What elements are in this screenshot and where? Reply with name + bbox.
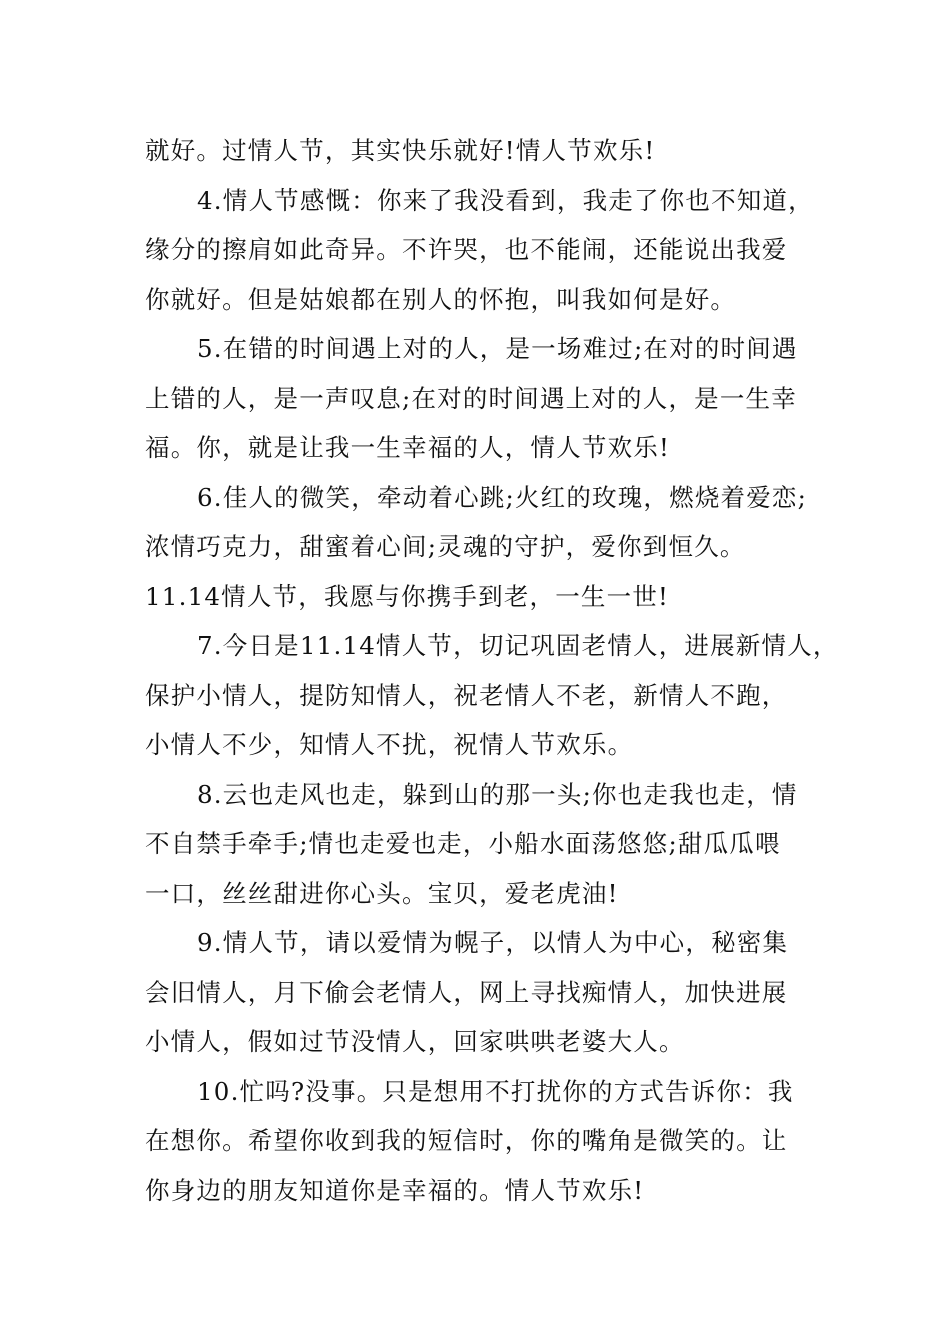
text-line: 小情人不少，知情人不扰，祝情人节欢乐。 [145, 730, 634, 759]
text-line: 11.14情人节，我愿与你携手到老，一生一世! [145, 581, 670, 611]
text-line: 你就好。但是姑娘都在别人的怀抱，叫我如何是好。 [145, 284, 737, 314]
text-line: 7.今日是11.14情人节，切记巩固老情人，进展新情人， [197, 631, 839, 660]
text-line: 你身边的朋友知道你是幸福的。情人节欢乐! [145, 1175, 645, 1205]
text-line: 5.在错的时间遇上对的人，是一场难过;在对的时间遇 [197, 334, 798, 363]
text-line: 9.情人节，请以爱情为幌子，以情人为中心，秘密集 [197, 928, 789, 957]
text-line: 浓情巧克力，甜蜜着心间;灵魂的守护，爱你到恒久。 [145, 532, 746, 561]
text-line: 6.佳人的微笑，牵动着心跳;火红的玫瑰，燃烧着爱恋; [197, 482, 808, 512]
text-line: 不自禁手牵手;情也走爱也走，小船水面荡悠悠;甜瓜瓜喂 [145, 829, 781, 858]
text-line: 缘分的擦肩如此奇异。不许哭，也不能闹，还能说出我爱 [145, 235, 788, 264]
text-line: 会旧情人，月下偷会老情人，网上寻找痴情人，加快进展 [145, 977, 788, 1007]
text-line: 小情人，假如过节没情人，回家哄哄老婆大人。 [145, 1027, 685, 1056]
document-body [145, 126, 839, 1215]
text-line: 上错的人，是一声叹息;在对的时间遇上对的人，是一生幸 [145, 383, 797, 413]
text-line: 一口，丝丝甜进你心头。宝贝，爱老虎油! [145, 878, 619, 908]
text-line: 福。你，就是让我一生幸福的人，情人节欢乐! [145, 433, 671, 462]
text-line: 就好。过情人节，其实快乐就好!情人节欢乐! [145, 136, 656, 165]
text-line: 保护小情人，提防知情人，祝老情人不老，新情人不跑， [145, 680, 788, 710]
text-line: 10.忙吗?没事。只是想用不打扰你的方式告诉你：我 [197, 1076, 794, 1106]
text-line: 4.情人节感慨：你来了我没看到，我走了你也不知道， [197, 185, 814, 215]
text-line: 在想你。希望你收到我的短信时，你的嘴角是微笑的。让 [145, 1126, 788, 1155]
text-line: 8.云也走风也走，躲到山的那一头;你也走我也走，情 [197, 779, 798, 809]
